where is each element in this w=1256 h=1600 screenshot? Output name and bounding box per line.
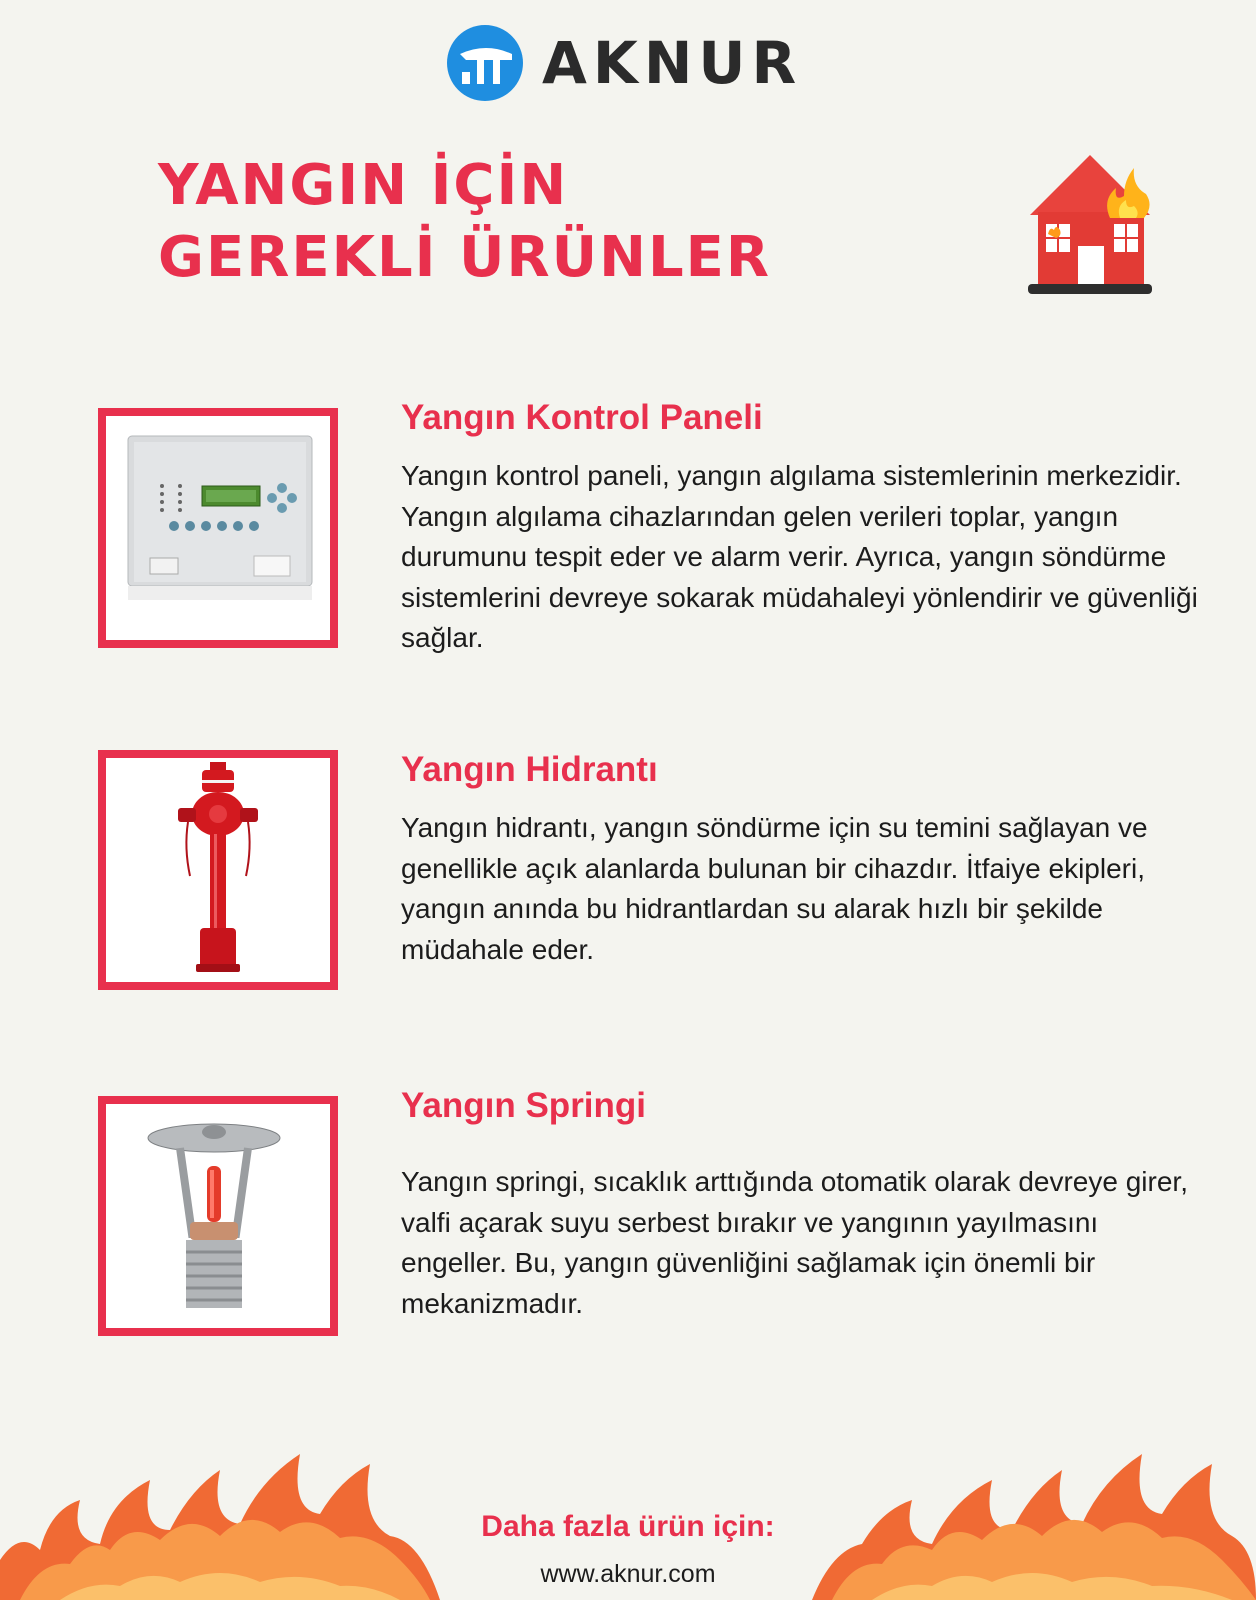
aknur-logo-icon (446, 24, 524, 102)
brand-logo (446, 24, 816, 102)
product-title: Yangın Kontrol Paneli (401, 398, 763, 437)
website-link[interactable]: www.aknur.com (540, 1560, 716, 1588)
product-image-frame (98, 1096, 338, 1336)
product-image-frame (98, 408, 338, 648)
product-hydrant (0, 750, 1256, 990)
fire-hydrant-image (106, 758, 330, 982)
brand-name: AKNUR (542, 29, 803, 97)
product-title: Yangın Hidrantı (401, 750, 658, 789)
footer-cta: Daha fazla ürün için: (481, 1510, 775, 1543)
product-description: Yangın kontrol paneli, yangın algılama sistemlerinin merkezidir. Yangın algılama cihazlarından gelen verileri toplar, yangın durumunu tespit eder ve alarm verir. Ayrıca, yangın söndürme sistemlerini devreye sokarak müdahaleyi yönlendirir ve güvenliği sağlar. (401, 460, 1198, 653)
page-title (158, 150, 771, 294)
product-control-panel (0, 398, 1256, 653)
fire-control-panel-image (106, 416, 330, 640)
product-description: Yangın hidrantı, yangın söndürme için su temini sağlayan ve genellikle açık alanlarda bulunan bir cihazdır. İtfaiye ekipleri, yangın anında bu hidrantlardan su alarak hızlı bir şekilde müdahale eder. (401, 812, 1148, 965)
product-sprinkler (0, 1086, 1256, 1336)
page-title-line-2: GEREKLİ ÜRÜNLER (158, 225, 771, 290)
product-description: Yangın springi, sıcaklık arttığında otomatik olarak devreye girer, valfi açarak suyu serbest bırakır ve yangının yayılmasını engeller. Bu, yangın güvenliğini sağlamak için önemli bir mekanizmadır. (401, 1166, 1188, 1319)
fire-sprinkler-image (106, 1104, 330, 1328)
burning-house-icon (1020, 150, 1160, 300)
product-image-frame (98, 750, 338, 990)
page-title-line-1: YANGIN İÇİN (158, 153, 569, 218)
product-title: Yangın Springi (401, 1086, 647, 1125)
